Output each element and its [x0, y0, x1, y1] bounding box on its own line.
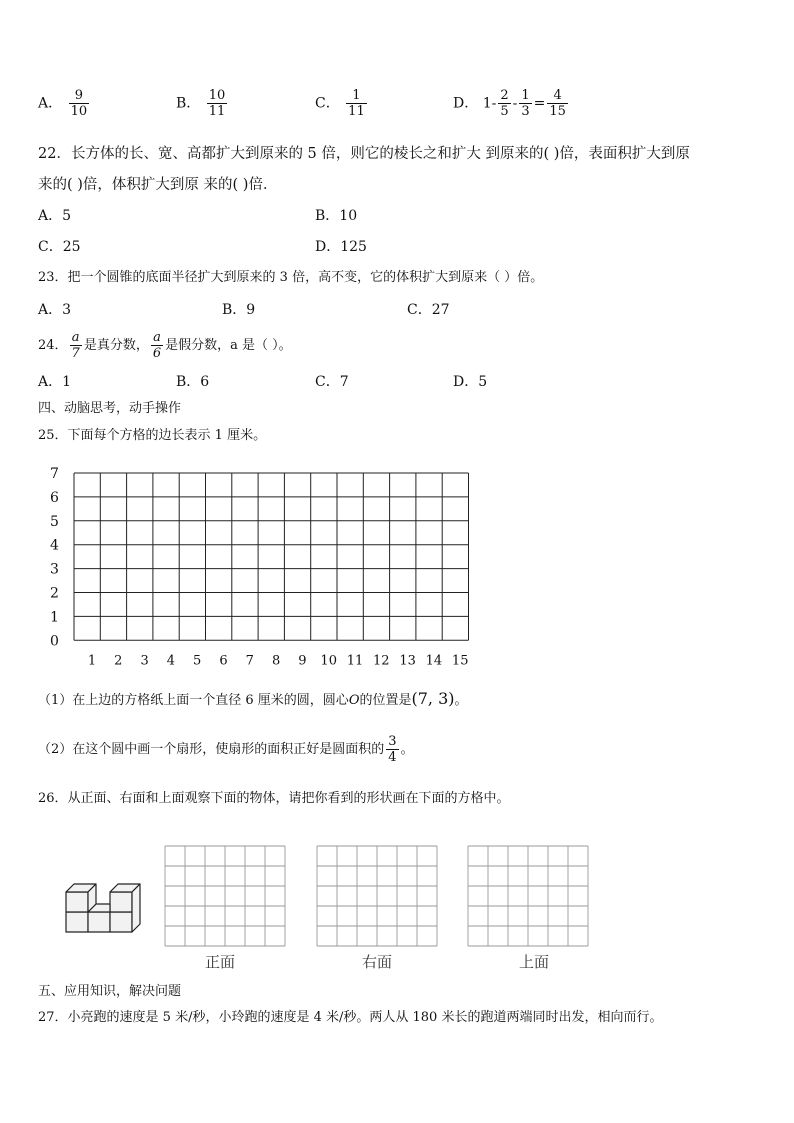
x-tick-label: 5	[193, 653, 202, 667]
x-tick-label: 11	[346, 653, 364, 667]
option-value: 7	[339, 374, 349, 390]
q24-question	[38, 330, 292, 361]
expression-text: =	[533, 95, 546, 112]
front-view-label: 正面	[205, 953, 236, 971]
x-tick-label: 2	[114, 653, 123, 667]
cube-object-illustration	[62, 880, 152, 936]
fraction: $\frac{4}{15}$	[549, 88, 566, 119]
option-value: 10	[339, 208, 358, 224]
q23-option-b[interactable]	[222, 301, 255, 319]
question-text: 。	[454, 693, 468, 708]
x-tick-label: 10	[320, 653, 337, 667]
q27-question: 27．小亮跑的速度是 5 米/秒，小玲跑的速度是 4 米/秒。两人从 180 米长的跑道两端同时出发，相向而行。	[38, 1010, 663, 1025]
option-letter: D．	[315, 239, 341, 255]
y-tick-label: 6	[50, 489, 59, 506]
x-tick-label: 14	[425, 653, 443, 667]
fraction: $\frac{a}{6}$	[152, 330, 162, 361]
right-view-grid[interactable]	[316, 845, 440, 947]
option-letter: D．	[453, 95, 479, 112]
grid-lines	[468, 846, 588, 946]
x-tick-label: 12	[373, 653, 390, 667]
fraction: $\frac{1}{11}$	[348, 88, 365, 119]
q22-option-b[interactable]	[315, 207, 357, 225]
question-text: 是真分数，	[83, 338, 149, 353]
question-text: 。	[400, 742, 414, 757]
top-view-grid[interactable]	[467, 845, 591, 947]
option-letter: B．	[315, 208, 340, 224]
x-tick-label: 6	[219, 653, 228, 667]
q25-question: 25．下面每个方格的边长表示 1 厘米。	[38, 428, 267, 443]
fraction: $\frac{9}{10}$	[70, 88, 88, 119]
option-letter: B．	[176, 95, 201, 112]
y-axis-labels	[50, 466, 59, 649]
x-tick-label: 7	[245, 653, 254, 667]
fraction: $\frac{2}{5}$	[500, 88, 509, 119]
math-point: (7, 3)	[411, 689, 455, 708]
x-tick-label: 1	[87, 653, 97, 667]
x-tick-label: 13	[399, 653, 416, 667]
option-value: 5	[62, 208, 72, 224]
y-tick-label: 7	[50, 466, 59, 482]
x-tick-label: 15	[451, 653, 469, 667]
option-letter: D．	[453, 374, 479, 390]
math-variable: O	[348, 693, 360, 708]
right-view-label: 右面	[362, 953, 393, 971]
q23-option-a[interactable]	[38, 301, 71, 319]
q25-sub1	[38, 690, 468, 710]
fraction: $\frac{10}{11}$	[208, 88, 226, 119]
x-tick-label: 3	[140, 653, 149, 667]
option-letter: A．	[38, 208, 63, 224]
grid-lines	[74, 473, 469, 640]
option-value: 5	[478, 374, 488, 390]
option-value: 1	[62, 374, 72, 390]
q24-option-b[interactable]	[176, 373, 209, 391]
q23-option-c[interactable]	[407, 301, 450, 319]
option-value: 9	[246, 302, 256, 318]
question-number: 24．	[38, 338, 68, 353]
y-tick-label: 3	[50, 561, 59, 578]
question-text: 的位置是	[359, 693, 412, 708]
q22-question-line2: 来的( )倍，体积扩大到原 来的( )倍．	[38, 177, 278, 193]
option-letter: A．	[38, 302, 63, 318]
option-value: 125	[340, 239, 367, 255]
expression-text: -	[512, 95, 518, 112]
fraction: $\frac{3}{4}$	[388, 734, 397, 765]
grid-lines	[317, 846, 437, 946]
option-letter: A．	[38, 95, 63, 112]
option-letter: A．	[38, 374, 63, 390]
x-tick-label: 9	[298, 653, 307, 667]
q22-question-line1: 22．长方体的长、宽、高都扩大到原来的 5 倍，则它的棱长之和扩大 到原来的( )倍，表面积扩大到原	[38, 146, 690, 162]
q24-option-c[interactable]	[315, 373, 349, 391]
question-text: （1）在上边的方格纸上面一个直径 6 厘米的圆，圆心	[38, 693, 349, 708]
q24-option-a[interactable]	[38, 373, 71, 391]
option-letter: C．	[315, 95, 340, 112]
coordinate-grid[interactable]	[40, 462, 490, 667]
option-value: 25	[62, 239, 81, 255]
q21-option-c[interactable]	[315, 88, 369, 119]
q23-question: 23．把一个圆锥的底面半径扩大到原来的 3 倍，高不变，它的体积扩大到原来（ ）倍。	[38, 270, 544, 285]
section-heading-4: 四、动脑思考，动手操作	[38, 401, 182, 416]
y-tick-label: 4	[50, 537, 59, 554]
y-tick-label: 1	[50, 609, 59, 626]
q22-option-a[interactable]	[38, 207, 71, 225]
q21-option-b[interactable]	[176, 88, 229, 119]
question-text: （2）在这个圆中画一个扇形，使扇形的面积正好是圆面积的	[38, 742, 385, 757]
fraction: $\frac{a}{7}$	[71, 330, 80, 361]
option-value: 6	[200, 374, 210, 390]
option-letter: B．	[176, 374, 201, 390]
q22-option-d[interactable]	[315, 238, 367, 256]
x-axis-labels	[88, 653, 469, 667]
question-text: 是假分数，a 是（ ）。	[165, 338, 292, 353]
y-tick-label: 0	[50, 633, 59, 650]
option-letter: B．	[222, 302, 247, 318]
section-heading-5: 五、应用知识，解决问题	[38, 984, 182, 999]
q21-option-d[interactable]	[453, 88, 570, 119]
x-tick-label: 4	[166, 653, 176, 667]
option-letter: C．	[38, 239, 63, 255]
x-tick-label: 8	[271, 653, 281, 667]
expression-text: 1-	[482, 95, 497, 112]
y-tick-label: 5	[50, 513, 59, 530]
q22-option-c[interactable]	[38, 238, 81, 256]
option-letter: C．	[315, 374, 340, 390]
q24-option-d[interactable]	[453, 373, 487, 391]
front-view-grid[interactable]	[164, 845, 288, 947]
option-letter: C．	[407, 302, 432, 318]
fraction: $\frac{1}{3}$	[521, 88, 530, 119]
top-view-label: 上面	[519, 953, 550, 971]
y-tick-label: 2	[50, 585, 59, 602]
q26-question: 26．从正面、右面和上面观察下面的物体，请把你看到的形状画在下面的方格中。	[38, 791, 510, 806]
option-value: 27	[431, 302, 450, 318]
q25-sub2	[38, 734, 414, 765]
option-value: 3	[62, 302, 72, 318]
q21-option-a[interactable]	[38, 88, 91, 119]
grid-lines	[165, 846, 285, 946]
